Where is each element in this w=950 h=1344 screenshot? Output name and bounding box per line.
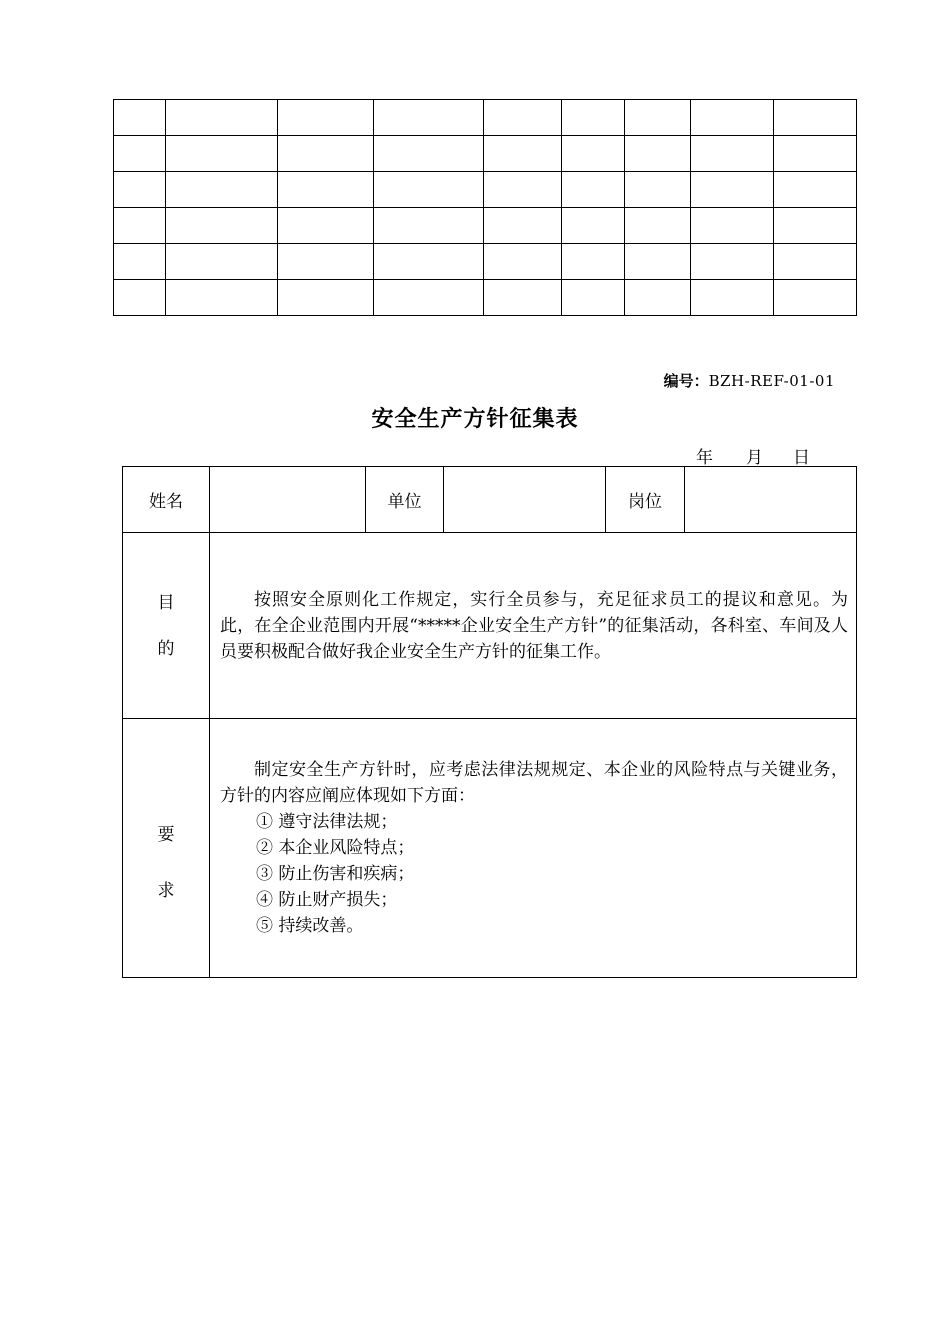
- info-row: [123, 467, 857, 533]
- date-day: 日: [793, 448, 810, 468]
- document-code: [560, 370, 835, 391]
- requirements-content: [210, 719, 857, 978]
- purpose-row: [123, 533, 857, 719]
- requirements-label-char-2: 求: [157, 881, 175, 901]
- name-field[interactable]: [210, 467, 366, 533]
- document-code-label: 编号：: [663, 372, 709, 390]
- table-row: [114, 136, 857, 172]
- date-month: 月: [746, 448, 763, 468]
- empty-grid-table: [113, 99, 857, 316]
- table-row: [114, 100, 857, 136]
- purpose-label-char-2: 的: [157, 638, 175, 659]
- requirements-row: [123, 719, 857, 978]
- form-title: 安全生产方针征集表: [371, 406, 579, 432]
- list-item: ② 本企业风险特点；: [256, 838, 415, 858]
- collection-form-table: [122, 466, 857, 978]
- purpose-content: [210, 533, 857, 719]
- purpose-label-char-1: 目: [157, 592, 175, 613]
- list-item: ① 遵守法律法规；: [256, 812, 398, 832]
- table-row: [114, 208, 857, 244]
- date-year: 年: [696, 448, 713, 468]
- post-field[interactable]: [685, 467, 857, 533]
- purpose-text: 按照安全原则化工作规定，实行全员参与，充足征求员工的提议和意见。为此，在全企业范围内开展“*****企业安全生产方针”的征集活动，各科室、车间及人员要积极配合做好我企业安全生产方针的征集工作。: [220, 589, 848, 662]
- requirements-intro: 制定安全生产方针时，应考虑法律法规规定、本企业的风险特点与关键业务，方针的内容应阐应体现如下方面：: [220, 760, 848, 806]
- list-item: ④ 防止财产损失；: [256, 890, 398, 910]
- name-label: 姓名: [123, 467, 210, 533]
- document-code-value: BZH-REF-01-01: [708, 372, 835, 390]
- purpose-label: [123, 533, 210, 719]
- post-label: 岗位: [606, 467, 685, 533]
- requirements-label: [123, 719, 210, 978]
- table-row: [114, 244, 857, 280]
- table-row: [114, 280, 857, 316]
- list-item: ③ 防止伤害和疾病；: [256, 864, 415, 884]
- requirements-label-char-1: 要: [157, 825, 175, 845]
- list-item: ⑤ 持续改善。: [256, 916, 364, 936]
- table-row: [114, 172, 857, 208]
- unit-field[interactable]: [444, 467, 606, 533]
- unit-label: 单位: [366, 467, 444, 533]
